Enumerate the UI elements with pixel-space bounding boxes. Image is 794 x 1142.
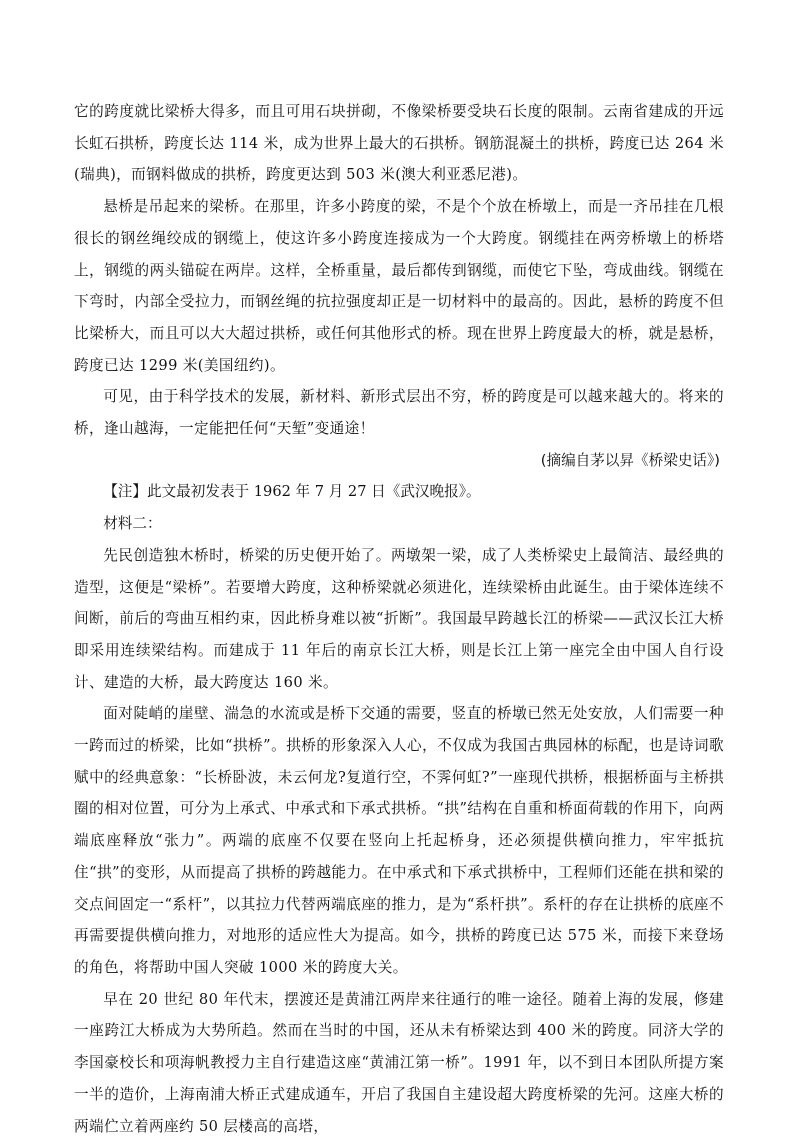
- footnote: 【注】此文最初发表于 1962 年 7 月 27 日《武汉晚报》。: [103, 483, 481, 501]
- paragraph-conclusion: 可见，由于科学技术的发展，新材料、新形式层出不穷，桥的跨度是可以越来越大的。将来的桥，逢山越海，一定能把任何“天堑”变通途！: [74, 388, 724, 438]
- paragraph-suspension-bridge: 悬桥是吊起来的梁桥。在那里，许多小跨度的梁，不是个个放在桥墩上，而是一齐吊挂在几根很长的钢丝绳绞成的钢缆上，使这许多小跨度连接成为一个大跨度。钢缆挂在两旁桥墩上的桥塔上，钢缆的两头锚碇在两岸。这样，全桥重量，最后都传到钢缆，而使它下坠，弯成曲线。钢缆在下弯时，内部全受拉力，而钢丝绳的抗拉强度却正是一切材料中的最高的。因此，悬桥的跨度不但比梁桥大，而且可以大大超过拱桥，或任何其他形式的桥。现在世界上跨度最大的桥，就是悬桥，跨度已达 1299 米(美国纽约)。: [74, 198, 724, 374]
- paragraph-arch-bridge-modern: 面对陡峭的崖壁、湍急的水流或是桥下交通的需要，竖直的桥墩已然无处安放，人们需要一种一跨而过的桥梁，比如“拱桥”。拱桥的形象深入人心，不仅成为我国古典园林的标配，也是诗词歌赋中的经典意象：“长桥卧波，未云何龙?复道行空，不霁何虹?”一座现代拱桥，根据桥面与主桥拱圈的相对位置，可分为上承式、中承式和下承式拱桥。“拱”结构在自重和桥面荷载的作用下，向两端底座释放“张力”。两端的底座不仅要在竖向上托起桥身，还必须提供横向推力，牢牢抵抗住“拱”的变形，从而提高了拱桥的跨越能力。在中承式和下承式拱桥中，工程师们还能在拱和梁的交点间固定一“系杆”，以其拉力代替两端底座的推力，是为“系杆拱”。系杆的存在让拱桥的底座不再需要提供横向推力，对地形的适应性大为提高。如今，拱桥的跨度已达 575 米，而接下来登场的角色，将帮助中国人突破 1000 米的跨度大关。: [74, 705, 724, 976]
- paragraph-arch-bridge: 它的跨度就比梁桥大得多，而且可用石块拼砌，不像梁桥要受块石长度的限制。云南省建成的开远长虹石拱桥，跨度长达 114 米，成为世界上最大的石拱桥。钢筋混凝土的拱桥，跨度已达 264 米(瑞典)，而钢料做成的拱桥，跨度更达到 503 米(澳大利亚悉尼港)。: [74, 103, 724, 184]
- paragraph-nanpu-bridge: 早在 20 世纪 80 年代末，摆渡还是黄浦江两岸来往通行的唯一途径。随着上海的发展，修建一座跨江大桥成为大势所趋。然而在当时的中国，还从未有桥梁达到 400 米的跨度。同济大学的李国豪校长和项海帆教授力主自行建造这座“黄浦江第一桥”。1991 年，以不到日本团队所提方案一半的造价，上海南浦大桥正式建成通车，开启了我国自主建设超大跨度桥梁的先河。这座大桥的两端伫立着两座约 50 层楼高的高塔，: [74, 990, 724, 1135]
- paragraph-beam-bridge: 先民创造独木桥时，桥梁的历史便开始了。两墩架一梁，成了人类桥梁史上最简洁、最经典的造型，这便是“梁桥”。若要增大跨度，这种桥梁就必须进化，连续梁桥由此诞生。由于梁体连续不间断，前后的弯曲互相约束，因此桥身难以被“折断”。我国最早跨越长江的桥梁——武汉长江大桥即采用连续梁结构。而建成于 11 年后的南京长江大桥，则是长江上第一座完全由中国人自行设计、建造的大桥，最大跨度达 160 米。: [74, 546, 724, 691]
- document-body: [74, 96, 724, 1142]
- material-two-heading: 材料二：: [103, 515, 162, 533]
- source-citation: (摘编自茅以昇《桥梁史话》): [540, 451, 720, 469]
